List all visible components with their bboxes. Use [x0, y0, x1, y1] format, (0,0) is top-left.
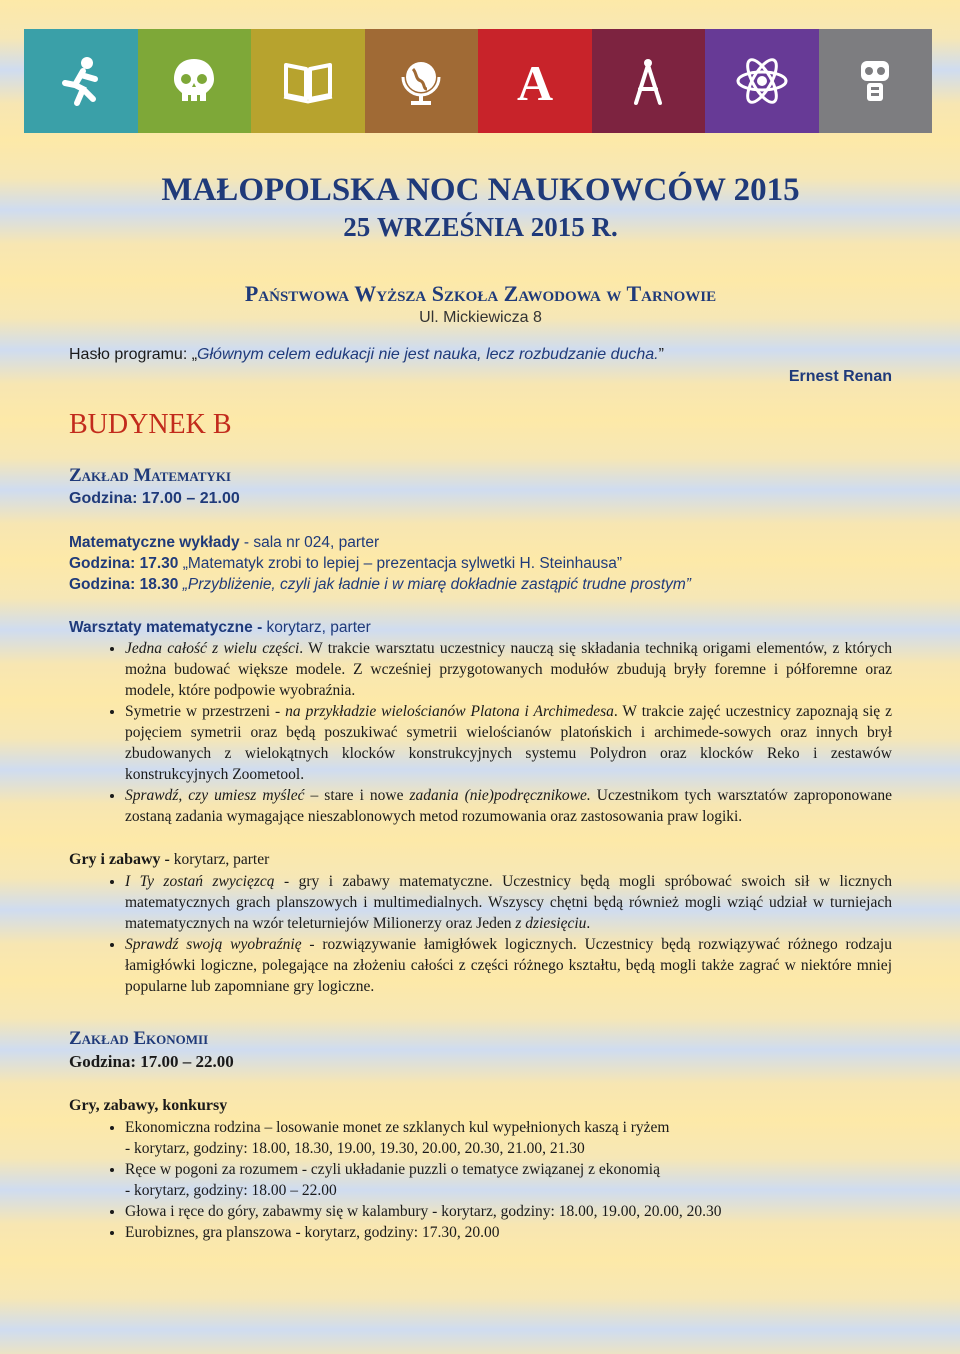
- list-item: [125, 638, 892, 701]
- banner-tile-letter-a: [478, 29, 592, 133]
- event-title: MAŁOPOLSKA NOC NAUKOWCÓW 2015: [161, 172, 800, 208]
- econ-item-title: Eurobiznes, gra planszowa - korytarz, godziny: 17.30, 20.00: [125, 1224, 500, 1241]
- institution-address: Ul. Mickiewicza 8: [419, 309, 542, 326]
- lecture-2-text: „Przybliżenie, czyli jak ładnie i w miarę dokładnie zastąpić trudne prostym”: [178, 576, 691, 593]
- workshops-title: Warsztaty matematyczne -: [69, 619, 263, 636]
- banner-tile-book: [251, 29, 365, 133]
- institution-name: Państwowa Wyższa Szkoła Zawodowa w Tarnowie: [244, 281, 717, 306]
- motto-prefix: Hasło programu: „: [69, 346, 198, 363]
- econ-section-heading: Gry, zabawy, konkursy: [69, 1097, 228, 1114]
- lectures-heading: [69, 532, 892, 553]
- event-date: [69, 210, 892, 244]
- event-date-year: 2015: [530, 212, 585, 242]
- math-dept-heading: Zakład Matematyki: [69, 465, 231, 486]
- globe-icon: [393, 53, 449, 109]
- econ-item-title: Głowa i ręce do góry, zabawmy się w kalambury - korytarz, godziny: 18.00, 19.00, 20.00, 20.30: [125, 1203, 722, 1220]
- lectures-place: - sala nr 024, parter: [239, 534, 380, 551]
- lecture-2: [69, 574, 892, 595]
- program-motto: [69, 344, 892, 366]
- event-date-month: WRZEŚNIA: [376, 212, 525, 242]
- banner-tile-compass: [592, 29, 706, 133]
- banner-tile-globe: [365, 29, 479, 133]
- letter-a-glyph: A: [516, 55, 553, 109]
- game-tail: z dziesięciu: [515, 915, 587, 932]
- list-item: [125, 1222, 892, 1243]
- games-place: korytarz, parter: [169, 851, 270, 868]
- workshop-subtitle: zadania (nie)podręcznikowe.: [409, 787, 591, 804]
- econ-item-title: Ręce w pogoni za rozumem - czyli układanie puzzli o tematyce związanej z ekonomią: [125, 1161, 660, 1178]
- lecture-2-time: Godzina: 18.30: [69, 576, 179, 593]
- econ-dept-hours: Godzina: 17.00 – 22.00: [69, 1052, 234, 1071]
- games-list: [69, 871, 892, 997]
- econ-list: [69, 1117, 892, 1243]
- workshop-title: Symetrie w przestrzeni -: [125, 703, 286, 720]
- workshops-list: [69, 638, 892, 827]
- game-text: - rozwiązywanie łamigłówek logicznych. Uczestnicy będą rozwiązywać różnego rodzaju łamigłówki logiczne, polegające na złożeniu całości z części różnego kształtu, będą mogli także zagrać w niektóre mniej popularne lub zapomniane gry logiczne.: [125, 936, 892, 995]
- list-item: [125, 785, 892, 827]
- skull-icon: [166, 53, 222, 109]
- workshop-title: Sprawdź, czy umiesz myśleć: [125, 787, 305, 804]
- event-date-day: 25: [343, 212, 371, 242]
- game-title: I Ty zostań zwycięzcą: [125, 873, 275, 890]
- list-item: [125, 1117, 892, 1159]
- list-item: [125, 701, 892, 785]
- motto-suffix: ”: [658, 346, 664, 363]
- event-date-suffix: R.: [591, 212, 618, 242]
- building-heading: BUDYNEK B: [69, 409, 232, 440]
- workshop-text: . W trakcie warsztatu uczestnicy nauczą się składania techniką origami elementów, z których można budować większe modele. Z wcześniej przygotowanych modułów zbudują bryły foremne i półforemne oraz modele, które podpowie wyobraźnia.: [125, 640, 892, 699]
- econ-item-detail: - korytarz, godziny: 18.00, 18.30, 19.00, 19.30, 20.00, 20.30, 21.00, 21.30: [125, 1140, 585, 1157]
- banner-tile-runner: [24, 29, 138, 133]
- motto-author: Ernest Renan: [788, 368, 892, 385]
- workshops-place: korytarz, parter: [262, 619, 371, 636]
- compass-icon: [620, 53, 676, 109]
- workshop-mid: – stare i nowe: [304, 787, 410, 804]
- lecture-1: [69, 553, 892, 574]
- list-item: [125, 1159, 892, 1201]
- math-dept-hours: Godzina: 17.00 – 21.00: [69, 490, 240, 507]
- lecture-1-time: Godzina: 17.30: [69, 555, 179, 572]
- atom-icon: [734, 53, 790, 109]
- workshop-text: . W trakcie zajęć uczestnicy zapoznają się z pojęciem symetrii oraz będą poszukiwać symetrii wielościanów platońskich i archimede-sowych oraz innych brył zbudowanych z wielokątnych klocków konstrukcyjnych systemu Polydron oraz klocków Reko i zestawów konstrukcyjnych Zoometool.: [125, 703, 892, 783]
- econ-item-title: Ekonomiczna rodzina – losowanie monet ze szklanych kul wypełnionych kaszą i ryżem: [125, 1119, 670, 1136]
- list-item: [125, 871, 892, 934]
- banner-tile-robot: [819, 29, 933, 133]
- book-icon: [280, 53, 336, 109]
- robot-icon: [847, 53, 903, 109]
- document-body: [69, 170, 892, 1243]
- lecture-1-text: „Matematyk zrobi to lepiej – prezentacja sylwetki H. Steinhausa”: [178, 555, 623, 572]
- motto-quote: Głównym celem edukacji nie jest nauka, lecz rozbudzanie ducha.: [197, 346, 659, 363]
- header-banner: [24, 29, 932, 133]
- workshop-title: Jedna całość z wielu części: [125, 640, 300, 657]
- workshop-subtitle: na przykładzie wielościanów Platona i Archimedesa: [285, 703, 614, 720]
- game-end: .: [586, 915, 591, 932]
- list-item: [125, 1201, 892, 1222]
- game-title: Sprawdź swoją wyobraźnię: [125, 936, 302, 953]
- banner-tile-skull: [138, 29, 252, 133]
- workshops-heading: [69, 617, 892, 638]
- game-text: - gry i zabawy matematyczne. Uczestnicy będą mogli spróbować swoich sił w licznych matematycznych grach planszowych i multimedialnych. Wszyscy chętni będą również mogli wziąć udział w turniejach matematycznych na wzór teleturniejów Milionerzy oraz Jeden: [125, 873, 893, 932]
- banner-tile-atom: [705, 29, 819, 133]
- econ-dept-heading: Zakład Ekonomii: [69, 1028, 209, 1049]
- econ-item-detail: - korytarz, godziny: 18.00 – 22.00: [125, 1182, 337, 1199]
- games-heading: [69, 849, 892, 871]
- letter-a-icon: [507, 53, 563, 109]
- lectures-title: Matematyczne wykłady: [69, 534, 240, 551]
- list-item: [125, 934, 892, 997]
- runner-icon: [53, 53, 109, 109]
- workshop-text: Uczestnikom tych warsztatów zaproponowane zostaną zadania wymagające nieszablonowych metod rozumowania oraz zastosowania praw logiki.: [125, 787, 892, 825]
- games-title: Gry i zabawy -: [69, 851, 170, 868]
